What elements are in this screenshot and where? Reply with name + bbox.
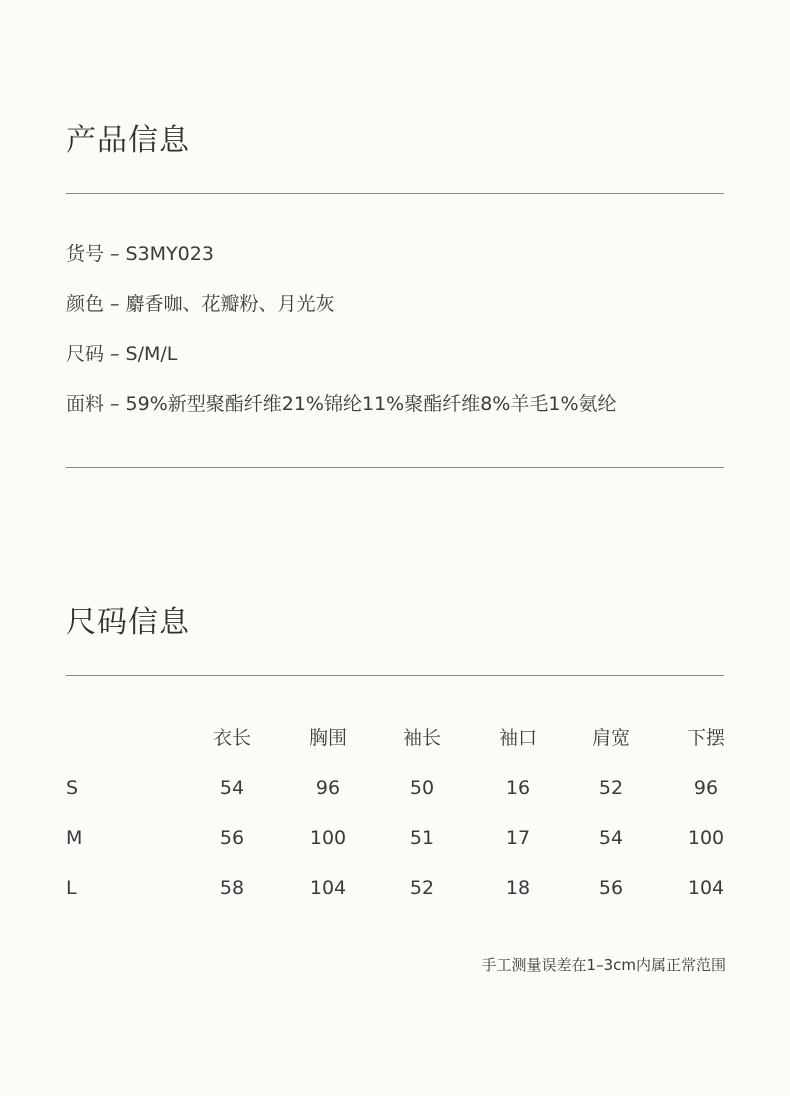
table-cell: 58	[219, 877, 245, 899]
product-info-title: 产品信息	[66, 123, 190, 158]
row-size-label: S	[66, 777, 79, 799]
separator: –	[110, 243, 120, 265]
table-cell: 56	[219, 827, 245, 849]
info-item-sku	[66, 242, 214, 266]
table-cell: 51	[409, 827, 435, 849]
separator: –	[110, 293, 120, 315]
table-cell: 16	[505, 777, 531, 799]
info-item-size	[66, 342, 177, 366]
table-cell: 100	[687, 827, 725, 849]
separator: –	[110, 393, 120, 415]
table-cell: 104	[687, 877, 725, 899]
table-cell: 54	[219, 777, 245, 799]
measurement-note: 手工测量误差在1–3cm内属正常范围	[481, 956, 726, 974]
info-value: S/M/L	[125, 343, 178, 365]
info-value: 麝香咖、花瓣粉、月光灰	[125, 293, 335, 315]
row-size-label: L	[66, 877, 77, 899]
row-size-label: M	[66, 827, 83, 849]
info-item-fabric	[66, 392, 617, 416]
info-label: 颜色	[66, 293, 105, 315]
column-header: 胸围	[308, 727, 348, 749]
table-cell: 56	[598, 877, 624, 899]
divider	[66, 675, 724, 676]
column-header: 衣长	[212, 727, 252, 749]
table-cell: 52	[598, 777, 624, 799]
table-cell: 104	[309, 877, 347, 899]
divider	[66, 467, 724, 468]
table-cell: 50	[409, 777, 435, 799]
table-cell: 52	[409, 877, 435, 899]
table-cell: 54	[598, 827, 624, 849]
size-info-title: 尺码信息	[66, 605, 190, 640]
info-label: 尺码	[66, 343, 105, 365]
column-header: 下摆	[686, 727, 726, 749]
table-cell: 96	[315, 777, 341, 799]
divider	[66, 193, 724, 194]
table-cell: 96	[693, 777, 719, 799]
column-header: 袖口	[498, 727, 538, 749]
info-label: 面料	[66, 393, 105, 415]
column-header: 袖长	[402, 727, 442, 749]
separator: –	[110, 343, 120, 365]
info-label: 货号	[66, 243, 105, 265]
table-cell: 100	[309, 827, 347, 849]
info-value: S3MY023	[125, 243, 214, 265]
table-cell: 17	[505, 827, 531, 849]
info-item-color	[66, 292, 335, 316]
table-cell: 18	[505, 877, 531, 899]
info-value: 59%新型聚酯纤维21%锦纶11%聚酯纤维8%羊毛1%氨纶	[125, 393, 617, 415]
column-header: 肩宽	[591, 727, 631, 749]
